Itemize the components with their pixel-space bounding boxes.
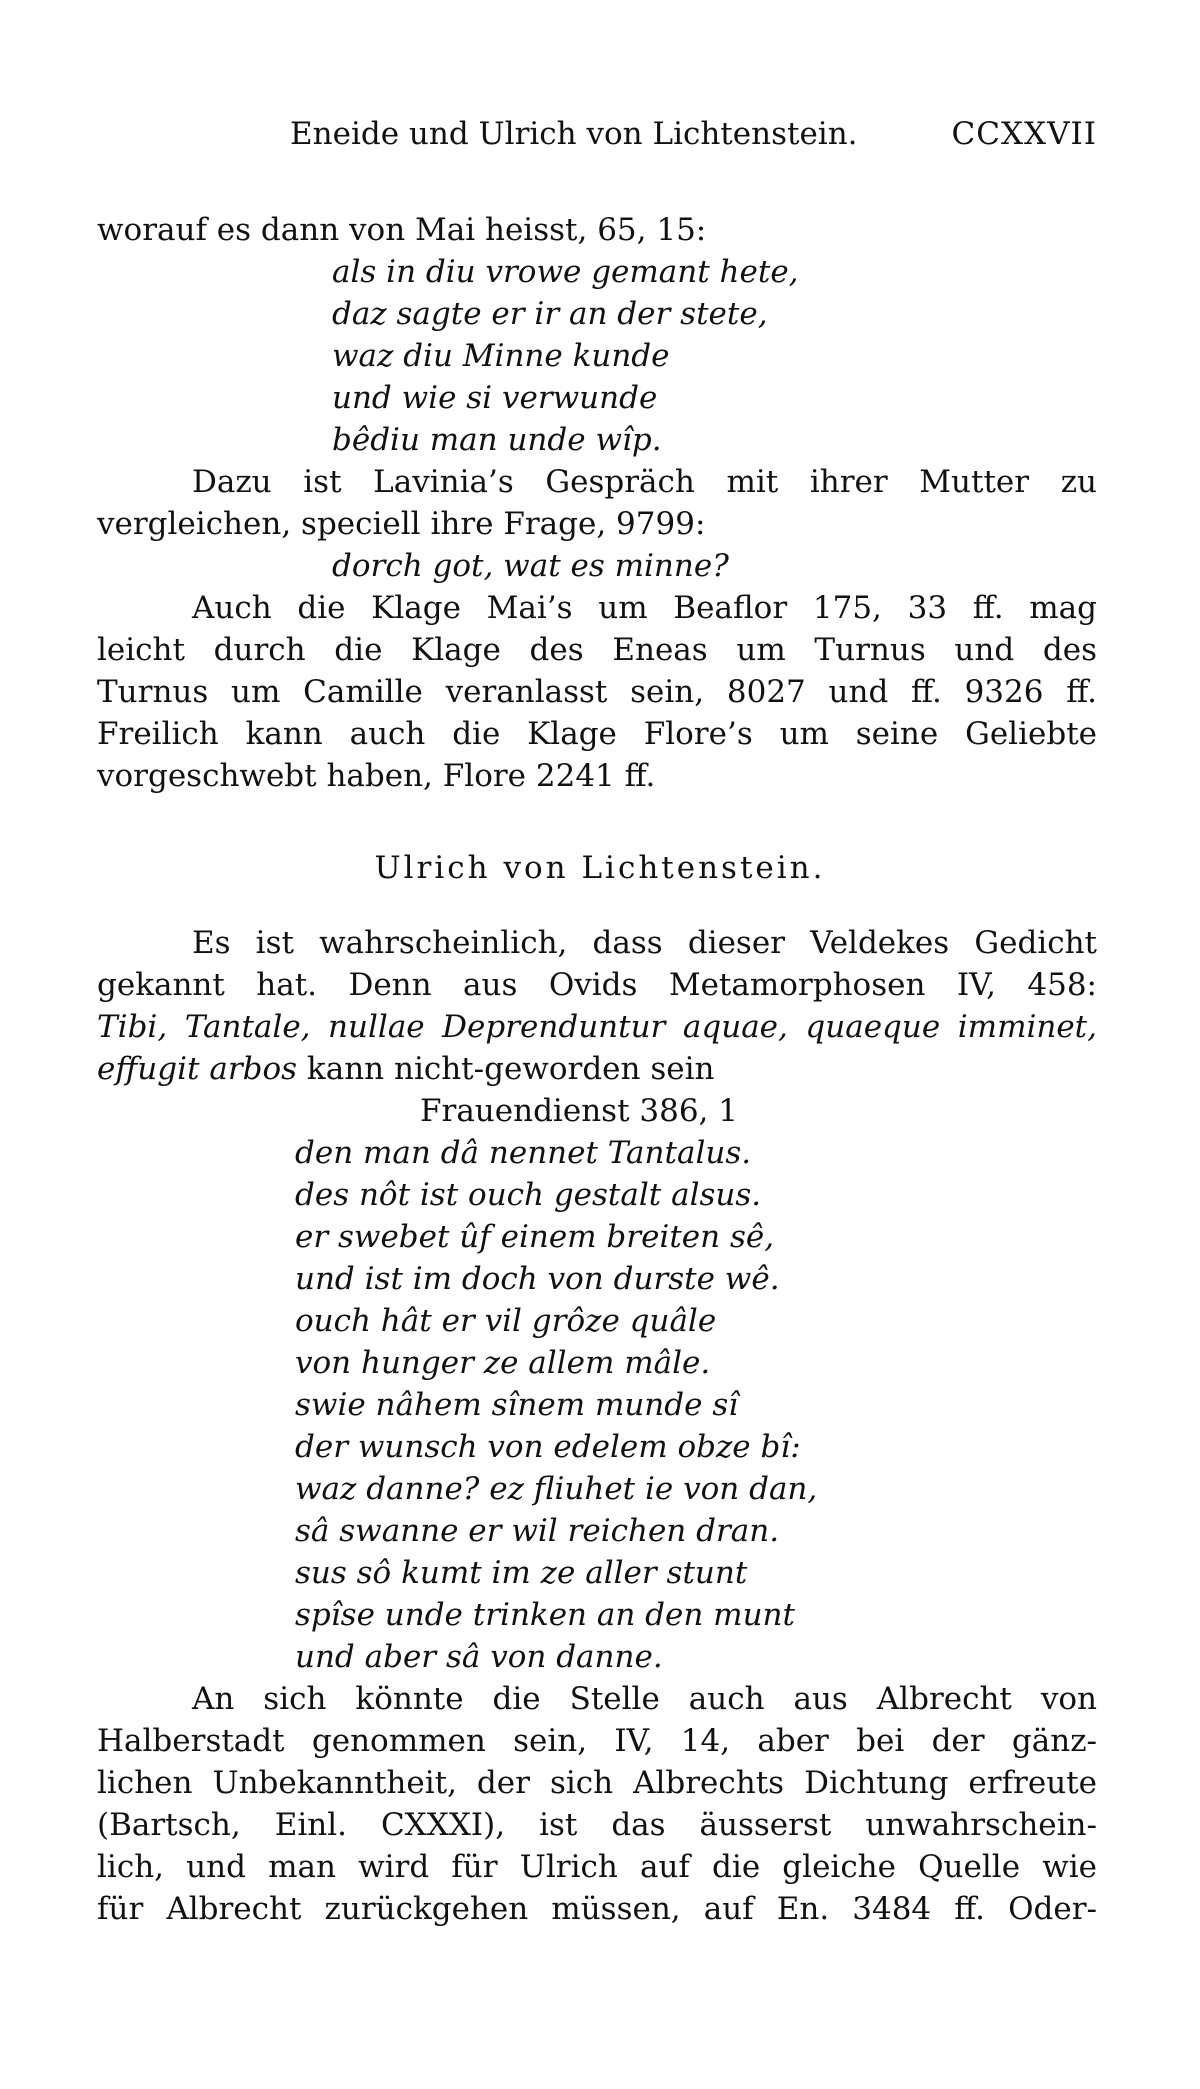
paragraph-line: vergleichen, speciell ihre Frage, 9799:: [97, 506, 706, 542]
verse-line: als in diu vrowe gemant hete,: [332, 254, 799, 290]
verse-line: sâ swanne er wil reichen dran.: [295, 1513, 780, 1549]
running-head-title: Eneide und Ulrich von Lichtenstein.: [290, 116, 858, 152]
paragraph-line: [97, 1048, 1097, 1090]
paragraph-line: Halberstadt genommen sein, IV, 14, aber bei der gänz-: [97, 1723, 1097, 1759]
paragraph-line: gekannt hat. Denn aus Ovids Metamorphosen IV, 458:: [97, 967, 1097, 1003]
verse-line: und aber sâ von danne.: [295, 1639, 663, 1675]
verse-line: des nôt ist ouch gestalt alsus.: [295, 1177, 762, 1213]
paragraph-line: Auch die Klage Mai’s um Beaflor 175, 33 ff. mag: [192, 590, 1097, 626]
paragraph-line: Turnus um Camille veranlasst sein, 8027 und ff. 9326 ff.: [97, 674, 1097, 710]
verse-line: und wie si verwunde: [332, 380, 658, 416]
verse-line: waz diu Minne kunde: [332, 338, 670, 374]
verse-line: ouch hât er vil grôze quâle: [295, 1303, 717, 1339]
verse-line: der wunsch von edelem obze bî:: [295, 1429, 801, 1465]
verse-line: und ist im doch von durste wê.: [295, 1261, 780, 1297]
page-number: CCXXVII: [951, 116, 1097, 152]
verse-line: swie nâhem sînem munde sî: [295, 1387, 739, 1423]
verse-line: dorch got, wat es minne?: [332, 548, 729, 584]
verse-line: er swebet ûf einem breiten sê,: [295, 1219, 775, 1255]
paragraph-line: Es ist wahrscheinlich, dass dieser Veldekes Gedicht: [192, 925, 1097, 961]
latin-quote-end: effugit arbos: [97, 1051, 298, 1087]
verse-line: sus sô kumt im ze aller stunt: [295, 1555, 748, 1591]
verse-line: von hunger ze allem mâle.: [295, 1345, 711, 1381]
section-heading: Ulrich von Lichtenstein.: [374, 850, 826, 886]
paragraph-line: vorgeschwebt haben, Flore 2241 ff.: [97, 758, 656, 794]
paragraph-line: An sich könnte die Stelle auch aus Albrecht von: [192, 1681, 1097, 1717]
paragraph-line: Freilich kann auch die Klage Flore’s um seine Geliebte: [97, 716, 1097, 752]
paragraph-line: lich, und man wird für Ulrich auf die gleiche Quelle wie: [97, 1849, 1097, 1885]
verse-line: daz sagte er ir an der stete,: [332, 296, 768, 332]
verse-line: bêdiu man unde wîp.: [332, 422, 662, 458]
paragraph-line: lichen Unbekanntheit, der sich Albrechts Dichtung erfreute: [97, 1765, 1097, 1801]
source-reference: Frauendienst 386, 1: [420, 1093, 738, 1129]
paragraph-line: für Albrecht zurückgehen müssen, auf En. 3484 ff. Oder-: [97, 1891, 1097, 1927]
verse-line: den man dâ nennet Tantalus.: [295, 1135, 752, 1171]
paragraph-line: Dazu ist Lavinia’s Gespräch mit ihrer Mutter zu: [192, 464, 1097, 500]
paragraph-line: leicht durch die Klage des Eneas um Turnus und des: [97, 632, 1097, 668]
paragraph-line: worauf es dann von Mai heisst, 65, 15:: [97, 212, 707, 248]
paragraph-line: (Bartsch, Einl. CXXXI), ist das äusserst unwahrschein-: [97, 1807, 1097, 1843]
paragraph-line-latin-quote: Tibi, Tantale, nullae Deprenduntur aquae, quaeque imminet,: [97, 1009, 1097, 1045]
verse-line: waz danne? ez fliuhet ie von dan,: [295, 1471, 818, 1507]
verse-line: spîse unde trinken an den munt: [295, 1597, 795, 1633]
paragraph-text: kann nicht-geworden sein: [306, 1051, 715, 1087]
